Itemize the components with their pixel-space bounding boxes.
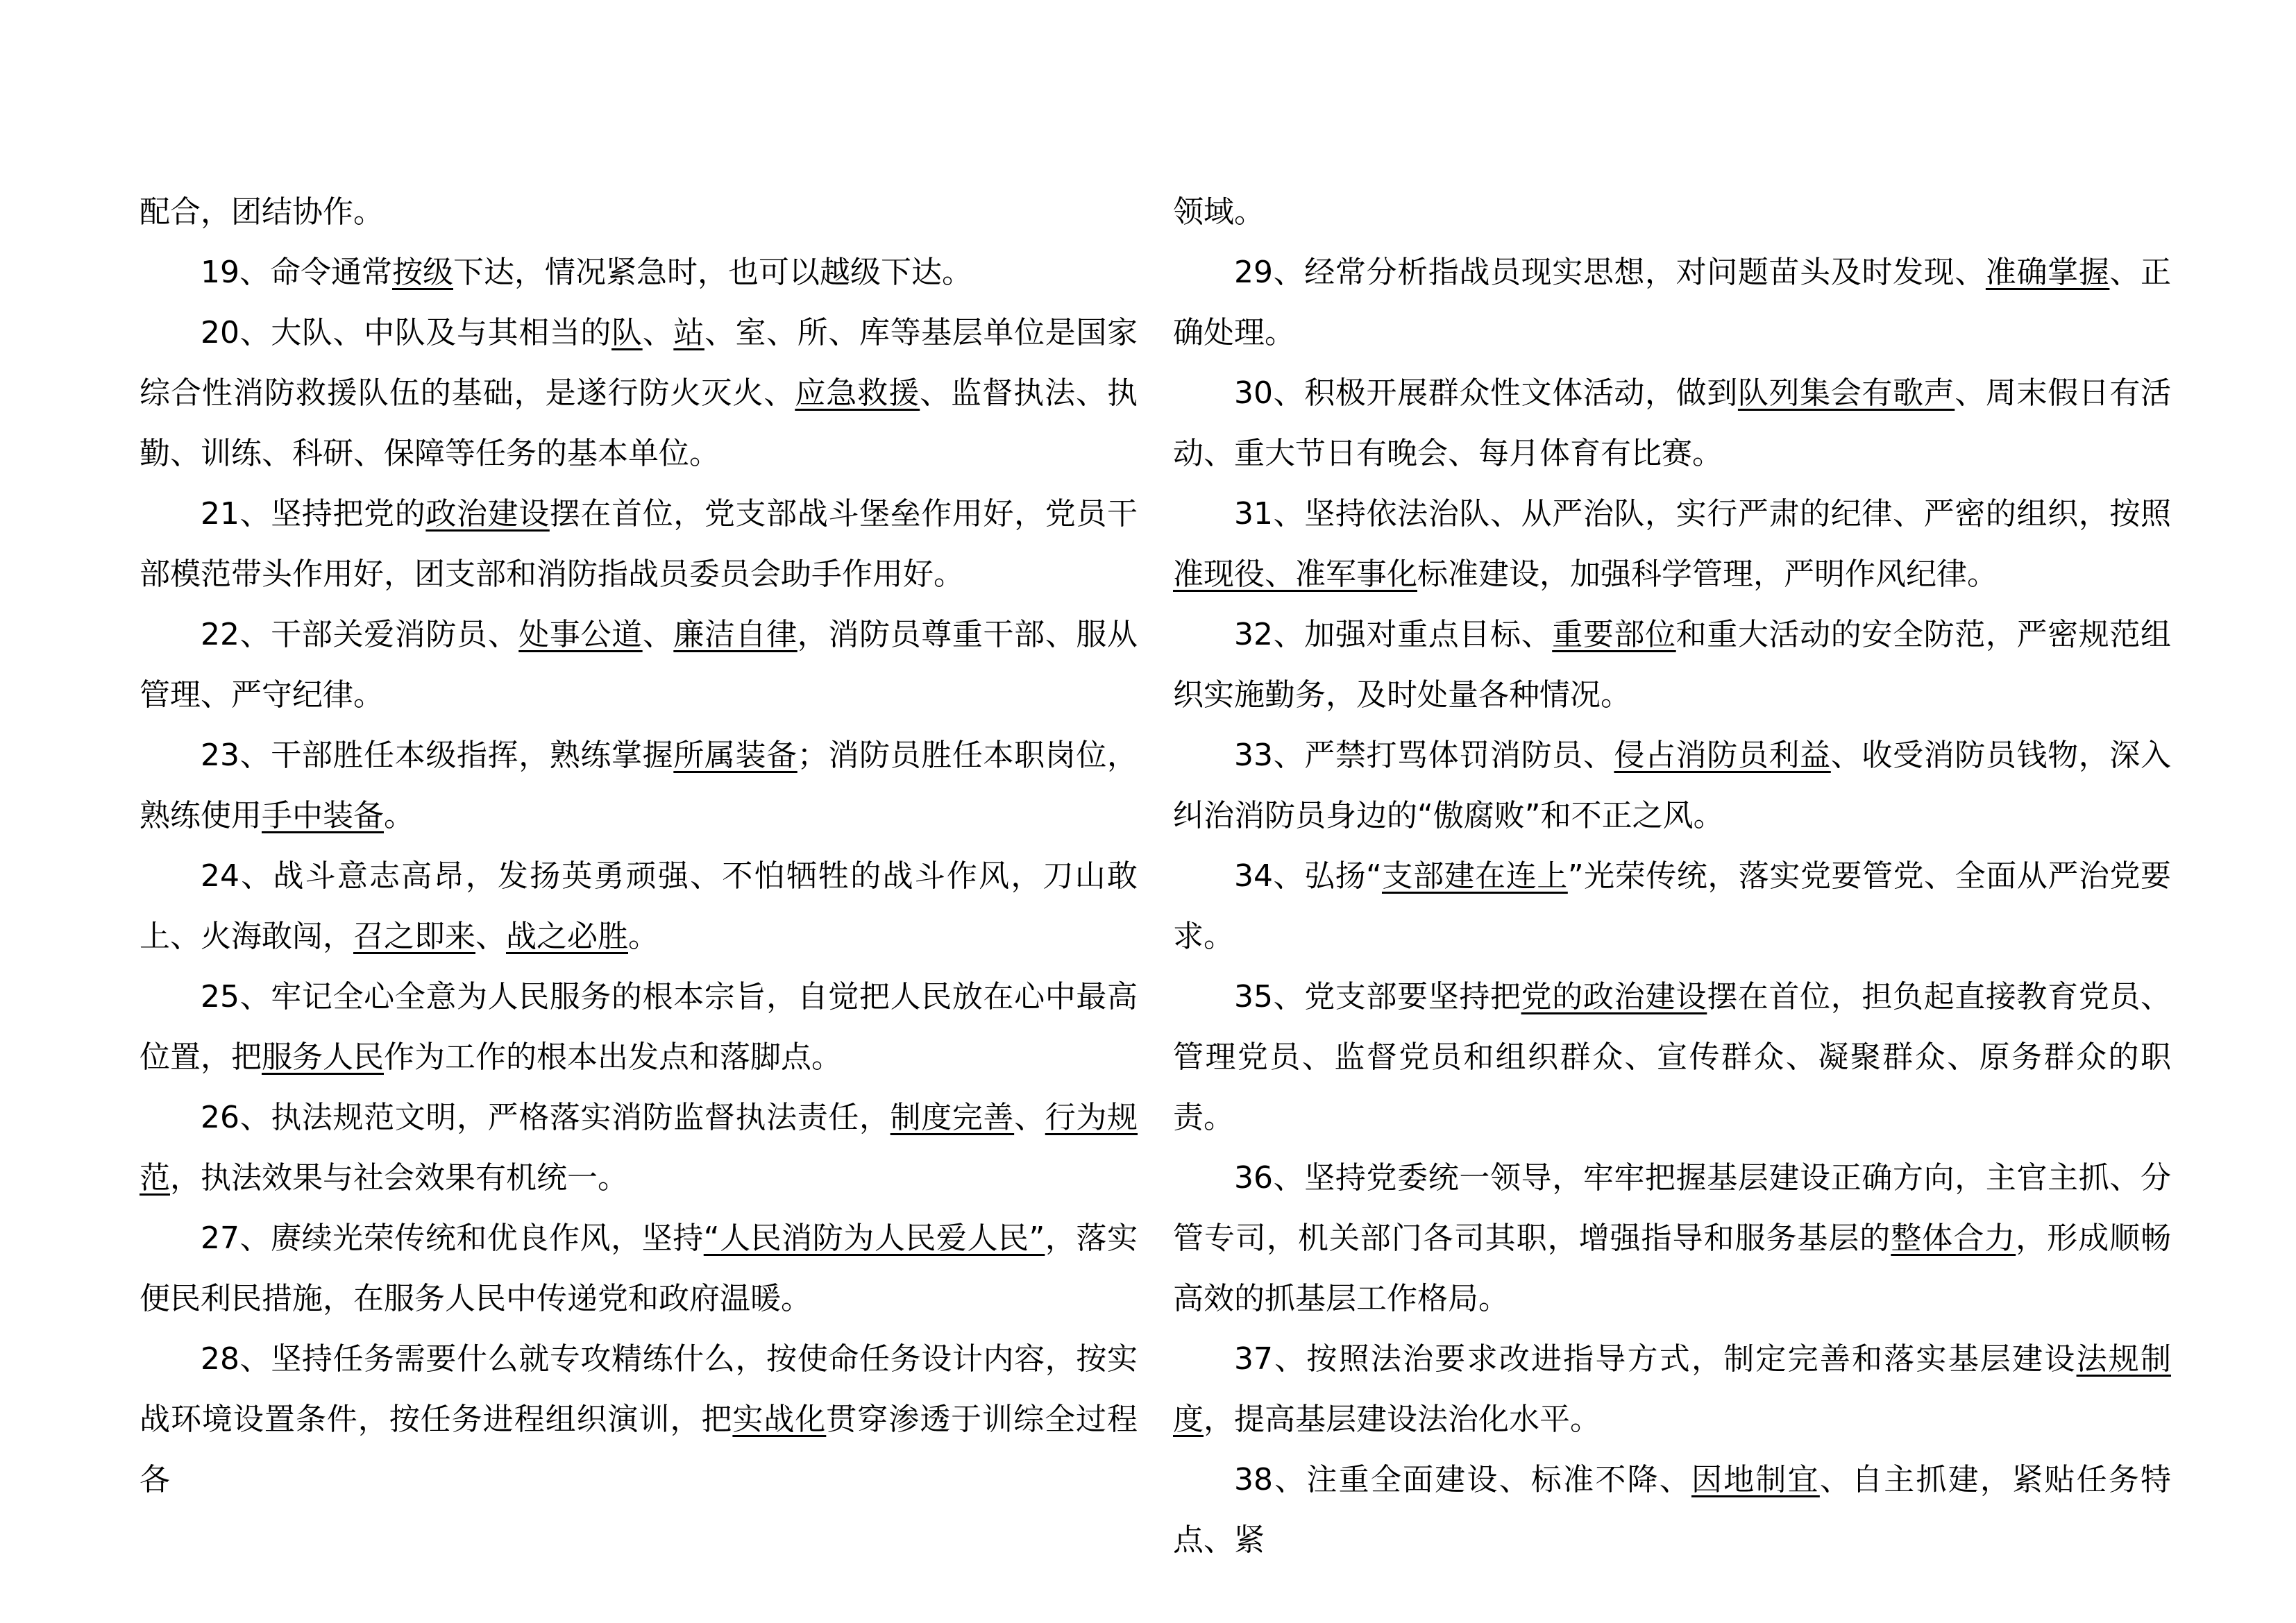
numbered-paragraph (1173, 363, 2171, 484)
paragraph-text: 、 (1014, 1100, 1045, 1135)
paragraph-text: 、室、所、库等基层单位是国家综合性消防救援队伍的基础，是遂行防火灭火、 (140, 315, 1138, 411)
underlined-term: 召之即来 (353, 919, 475, 954)
continued-paragraph (140, 182, 1138, 242)
numbered-paragraph (140, 1208, 1138, 1329)
numbered-paragraph (140, 242, 1138, 303)
underlined-term: 队 (611, 315, 643, 350)
underlined-term: 应急救援 (795, 375, 920, 411)
numbered-paragraph (140, 604, 1138, 725)
paragraph-text: 26、执法规范文明，严格落实消防监督执法责任， (201, 1100, 890, 1135)
underlined-term: 政治建设 (425, 496, 550, 532)
numbered-paragraph (1173, 242, 2171, 363)
paragraph-text: 贯穿渗透于训综全过程各 (140, 1402, 1138, 1497)
numbered-paragraph (140, 303, 1138, 484)
paragraph-text: 摆在首位，党支部战斗堡垒作用好，党员干部模范带头作用好，团支部和消防指战员委员会助手作用好。 (140, 496, 1138, 592)
paragraph-text: 标准建设，加强科学管理，严明作风纪律。 (1417, 556, 1998, 592)
paragraph-text: 25、牢记全心全意为人民服务的根本宗旨，自觉把人民放在心中最高位置，把 (140, 979, 1138, 1075)
underlined-term: 重要部位 (1552, 617, 1676, 652)
underlined-term: 实战化 (732, 1402, 827, 1437)
numbered-paragraph (1173, 1148, 2171, 1329)
paragraph-text: 34、弘扬“ (1234, 858, 1382, 894)
numbered-paragraph (1173, 1329, 2171, 1450)
paragraph-text: ；消防员胜任本职岗位，熟练使用 (140, 738, 1138, 833)
underlined-term: 队列集会有歌声 (1737, 375, 1955, 411)
paragraph-text: 。 (384, 798, 414, 833)
numbered-paragraph (140, 1087, 1138, 1208)
left-column (140, 182, 1138, 1510)
paragraph-text: 30、积极开展群众性文体活动，做到 (1234, 375, 1738, 411)
underlined-term: 支部建在连上 (1381, 858, 1568, 894)
paragraph-text: 、 (475, 919, 506, 954)
paragraph-text: 27、赓续光荣传统和优良作风，坚持 (201, 1221, 704, 1256)
underlined-term: 按级 (392, 255, 453, 290)
underlined-term: 侵占消防员利益 (1614, 738, 1831, 773)
paragraph-text: ，消防员尊重干部、服从管理、严守纪律。 (140, 617, 1138, 713)
paragraph-text: ，落实便民利民措施，在服务人民中传递党和政府温暖。 (140, 1221, 1138, 1316)
underlined-term: 战之必胜 (506, 919, 628, 954)
paragraph-text: 22、干部关爱消防员、 (201, 617, 519, 652)
paragraph-text: 领域。 (1173, 194, 1265, 230)
paragraph-text: 31、坚持依法治队、从严治队，实行严肃的纪律、严密的组织，按照 (1234, 496, 2171, 532)
paragraph-text: 36、坚持党委统一领导，牢牢把握基层建设正确方向，主官主抓、分管专司，机关部门各司其职，增强指导和服务基层的 (1173, 1160, 2171, 1256)
paragraph-text: 、正确处理。 (1173, 255, 2171, 350)
underlined-term: 服务人民 (262, 1039, 384, 1075)
paragraph-text: 、监督执法、执勤、训练、科研、保障等任务的基本单位。 (140, 375, 1138, 471)
paragraph-text: 37、按照法治要求改进指导方式，制定完善和落实基层建设 (1234, 1341, 2077, 1377)
paragraph-text: 19、命令通常 (201, 255, 392, 290)
paragraph-text: 和重大活动的安全防范，严密规范组织实施勤务，及时处量各种情况。 (1173, 617, 2171, 713)
underlined-term: 准确掌握 (1985, 255, 2110, 290)
paragraph-text: 、收受消防员钱物，深入纠治消防员身边的“傲腐败”和不正之风。 (1173, 738, 2172, 833)
paragraph-text: 、周末假日有活动、重大节日有晚会、每月体育有比赛。 (1173, 375, 2172, 471)
paragraph-text: 、 (642, 617, 674, 652)
paragraph-text: 摆在首位，担负起直接教育党员、管理党员、监督党员和组织群众、宣传群众、凝聚群众、原务群众的职责。 (1173, 979, 2172, 1135)
underlined-term: 整体合力 (1891, 1221, 2016, 1256)
paragraph-text: 29、经常分析指战员现实思想，对问题苗头及时发现、 (1234, 255, 1986, 290)
paragraph-text: 24、战斗意志高昂，发扬英勇顽强、不怕牺牲的战斗作风，刀山敢上、火海敢闯， (140, 858, 1138, 954)
paragraph-text: 。 (628, 919, 659, 954)
numbered-paragraph (140, 1329, 1138, 1510)
paragraph-text: 33、严禁打骂体罚消防员、 (1234, 738, 1614, 773)
underlined-term: 廉洁自律 (673, 617, 797, 652)
paragraph-text: 32、加强对重点目标、 (1234, 617, 1553, 652)
paragraph-text: ”光荣传统，落实党要管党、全面从严治党要求。 (1173, 858, 2171, 954)
paragraph-text: ，形成顺畅高效的抓基层工作格局。 (1173, 1221, 2172, 1316)
numbered-paragraph (1173, 604, 2171, 725)
underlined-term: 所属装备 (673, 738, 797, 773)
numbered-paragraph (1173, 484, 2171, 604)
numbered-paragraph (1173, 967, 2171, 1148)
paragraph-text: 、自主抓建，紧贴任务特点、紧 (1173, 1462, 2172, 1558)
paragraph-text: 配合，团结协作。 (140, 194, 384, 230)
numbered-paragraph (140, 484, 1138, 604)
paragraph-text: ，执法效果与社会效果有机统一。 (170, 1160, 628, 1196)
paragraph-text: 下达，情况紧急时，也可以越级下达。 (453, 255, 972, 290)
underlined-term: 党的政治建设 (1521, 979, 1707, 1014)
paragraph-text: 35、党支部要坚持把 (1234, 979, 1521, 1014)
underlined-term: 行为规范 (140, 1100, 1138, 1196)
paragraph-text: 28、坚持任务需要什么就专攻精练什么，按使命任务设计内容，按实战环境设置条件，按任务进程组织演训，把 (140, 1341, 1138, 1437)
underlined-term: 法规制度 (1173, 1341, 2171, 1437)
numbered-paragraph (140, 846, 1138, 967)
paragraph-text: 38、注重全面建设、标准不降、 (1234, 1462, 1691, 1497)
underlined-term: 站 (673, 315, 704, 350)
paragraph-text: ，提高基层建设法治化水平。 (1204, 1402, 1601, 1437)
numbered-paragraph (140, 725, 1138, 846)
paragraph-text: 作为工作的根本出发点和落脚点。 (384, 1039, 842, 1075)
right-column (1173, 182, 2171, 1570)
underlined-term: 手中装备 (262, 798, 384, 833)
underlined-term: 准现役、准军事化 (1173, 556, 1417, 592)
paragraph-text: 20、大队、中队及与其相当的 (201, 315, 612, 350)
underlined-term: 制度完善 (890, 1100, 1015, 1135)
numbered-paragraph (140, 967, 1138, 1087)
underlined-term: 因地制宜 (1691, 1462, 1820, 1497)
paragraph-text: 23、干部胜任本级指挥，熟练掌握 (201, 738, 674, 773)
numbered-paragraph (1173, 846, 2171, 967)
numbered-paragraph (1173, 1450, 2171, 1570)
numbered-paragraph (1173, 725, 2171, 846)
underlined-term: 处事公道 (518, 617, 643, 652)
continued-paragraph (1173, 182, 2171, 242)
paragraph-text: 、 (642, 315, 674, 350)
underlined-term: “人民消防为人民爱人民” (703, 1221, 1045, 1256)
paragraph-text: 21、坚持把党的 (201, 496, 426, 532)
